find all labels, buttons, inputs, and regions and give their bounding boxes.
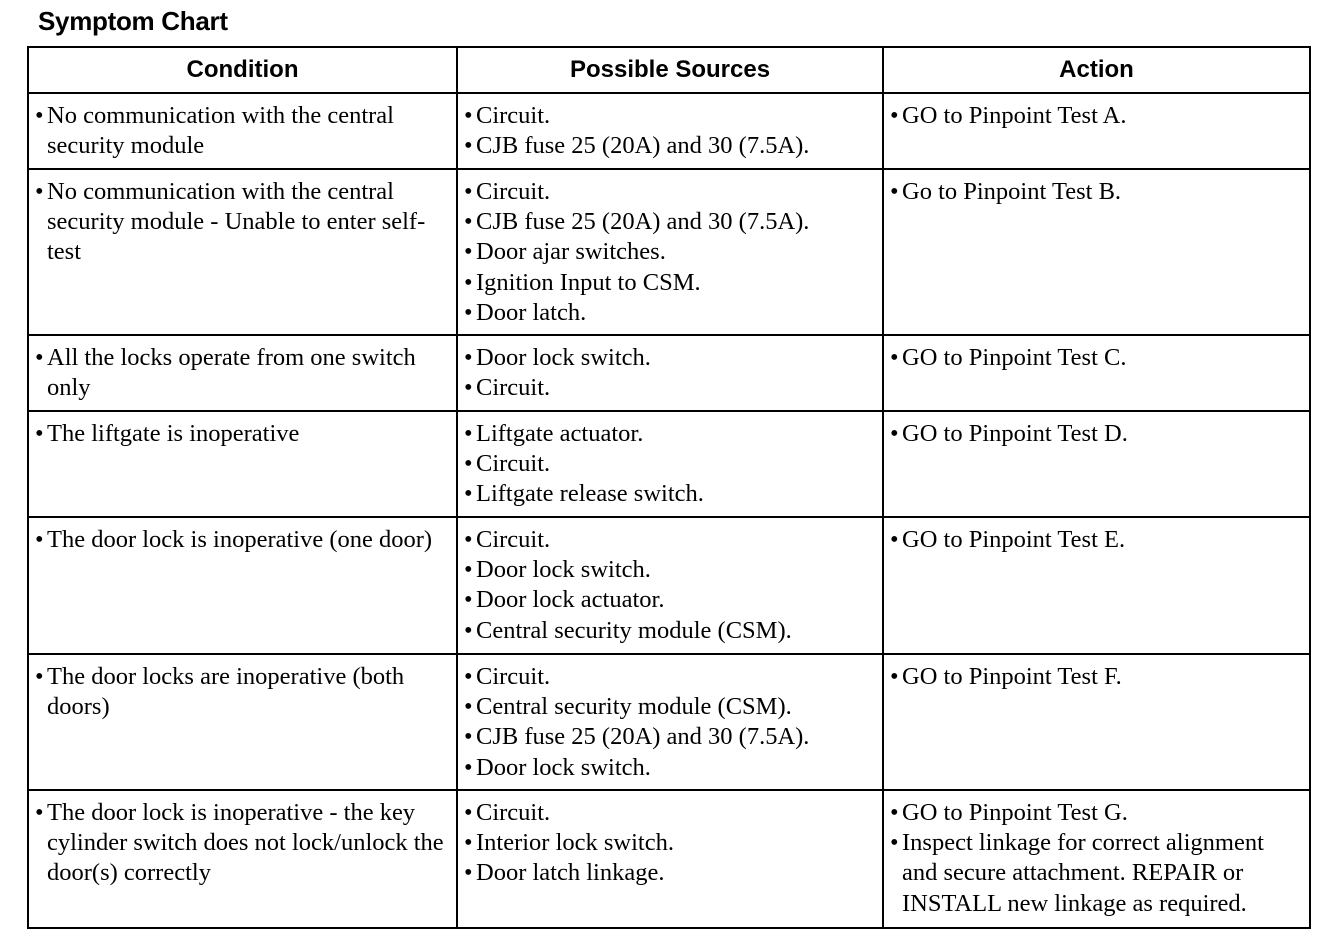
action-item-text: GO to Pinpoint Test A. <box>902 102 1127 129</box>
source-item-text: Door lock switch. <box>476 344 651 371</box>
source-item <box>464 662 874 692</box>
sources-cell <box>457 654 883 790</box>
condition-cell <box>28 93 457 169</box>
table-row <box>28 517 1310 654</box>
source-item <box>464 101 874 131</box>
bullet-icon: • <box>464 238 473 266</box>
source-item-text: Interior lock switch. <box>476 829 674 857</box>
action-item <box>890 662 1301 692</box>
action-item <box>890 798 1301 828</box>
header-possible-sources: Possible Sources <box>457 47 883 93</box>
source-item-text: Door lock switch. <box>476 753 651 781</box>
sources-cell <box>457 335 883 411</box>
header-condition: Condition <box>28 47 457 93</box>
source-item <box>464 207 874 237</box>
source-item <box>464 373 874 403</box>
header-action: Action <box>883 47 1310 93</box>
condition-item <box>35 419 448 449</box>
table-row <box>28 411 1310 517</box>
source-item-text: Central security module (CSM). <box>476 616 792 644</box>
table-body <box>28 93 1310 928</box>
action-item <box>890 419 1301 449</box>
source-item-text: CJB fuse 25 (20A) and 30 (7.5A). <box>476 723 810 751</box>
source-item-text: Door lock actuator. <box>476 586 665 614</box>
condition-cell <box>28 411 457 517</box>
condition-item-text: The door lock is inoperative - the key cylinder switch does not lock/unlock the door(s) correctly <box>47 799 444 887</box>
condition-item <box>35 525 448 555</box>
bullet-icon: • <box>35 344 44 371</box>
action-item <box>890 525 1301 555</box>
condition-item <box>35 343 448 403</box>
sources-cell <box>457 790 883 928</box>
source-item-text: Circuit. <box>476 450 551 478</box>
table-row <box>28 790 1310 928</box>
table-row <box>28 335 1310 411</box>
symptom-table <box>27 46 1311 929</box>
header-row <box>28 47 1310 93</box>
chart-title: Symptom Chart <box>38 6 228 36</box>
action-item-text: GO to Pinpoint Test C. <box>902 344 1127 371</box>
bullet-icon: • <box>464 298 473 326</box>
bullet-icon: • <box>890 663 899 690</box>
condition-cell <box>28 790 457 928</box>
source-item-text: Circuit. <box>476 526 551 553</box>
source-item <box>464 237 874 267</box>
source-item-text: Circuit. <box>476 102 551 129</box>
source-item-text: Door lock switch. <box>476 556 651 584</box>
condition-item <box>35 662 448 722</box>
bullet-icon: • <box>464 663 473 690</box>
source-item <box>464 828 874 858</box>
source-item <box>464 479 874 509</box>
bullet-icon: • <box>464 799 473 826</box>
condition-cell <box>28 517 457 654</box>
source-item <box>464 616 874 646</box>
bullet-icon: • <box>464 556 473 584</box>
bullet-icon: • <box>464 859 473 887</box>
bullet-icon: • <box>464 344 473 371</box>
action-item-text: Inspect linkage for correct alignment and secure attachment. REPAIR or INSTALL new linkage as required. <box>902 829 1264 917</box>
table-row <box>28 169 1310 335</box>
bullet-icon: • <box>890 829 899 857</box>
condition-cell <box>28 169 457 335</box>
source-item-text: Circuit. <box>476 663 551 690</box>
source-item-text: Circuit. <box>476 799 551 826</box>
action-item-text: GO to Pinpoint Test E. <box>902 526 1126 553</box>
action-item <box>890 343 1301 373</box>
condition-item-text: The liftgate is inoperative <box>47 420 300 447</box>
condition-item-text: The door locks are inoperative (both doors) <box>47 663 405 721</box>
bullet-icon: • <box>464 450 473 478</box>
source-item-text: Liftgate actuator. <box>476 420 644 447</box>
action-item <box>890 101 1301 131</box>
action-cell <box>883 517 1310 654</box>
bullet-icon: • <box>35 178 44 205</box>
source-item-text: Central security module (CSM). <box>476 693 792 721</box>
bullet-icon: • <box>890 102 899 129</box>
source-item <box>464 555 874 585</box>
bullet-icon: • <box>464 102 473 129</box>
bullet-icon: • <box>35 799 44 826</box>
action-item <box>890 828 1301 919</box>
table-row <box>28 654 1310 790</box>
action-cell <box>883 169 1310 335</box>
source-item <box>464 268 874 298</box>
bullet-icon: • <box>890 799 899 826</box>
bullet-icon: • <box>464 480 473 508</box>
condition-item-text: All the locks operate from one switch only <box>47 344 416 402</box>
bullet-icon: • <box>464 693 473 721</box>
bullet-icon: • <box>464 616 473 644</box>
condition-item <box>35 101 448 161</box>
action-item-text: GO to Pinpoint Test D. <box>902 420 1128 447</box>
sources-cell <box>457 411 883 517</box>
bullet-icon: • <box>35 102 44 129</box>
sources-cell <box>457 93 883 169</box>
condition-cell <box>28 654 457 790</box>
source-item-text: CJB fuse 25 (20A) and 30 (7.5A). <box>476 208 810 236</box>
action-item-text: GO to Pinpoint Test F. <box>902 663 1122 690</box>
action-item-text: Go to Pinpoint Test B. <box>902 178 1122 205</box>
bullet-icon: • <box>890 344 899 371</box>
source-item <box>464 177 874 207</box>
source-item-text: Door latch linkage. <box>476 859 665 887</box>
action-item <box>890 177 1301 207</box>
condition-item <box>35 177 448 268</box>
bullet-icon: • <box>464 420 473 447</box>
bullet-icon: • <box>464 586 473 614</box>
source-item-text: Door latch. <box>476 298 587 326</box>
source-item-text: Circuit. <box>476 178 551 205</box>
table-row <box>28 93 1310 169</box>
bullet-icon: • <box>464 268 473 296</box>
source-item <box>464 692 874 722</box>
source-item-text: Ignition Input to CSM. <box>476 268 701 296</box>
source-item <box>464 798 874 828</box>
source-item-text: Door ajar switches. <box>476 238 666 266</box>
bullet-icon: • <box>464 178 473 205</box>
bullet-icon: • <box>464 374 473 402</box>
bullet-icon: • <box>35 663 44 690</box>
sources-cell <box>457 517 883 654</box>
source-item <box>464 131 874 161</box>
action-cell <box>883 93 1310 169</box>
source-item <box>464 449 874 479</box>
source-item-text: Liftgate release switch. <box>476 480 704 508</box>
source-item <box>464 722 874 752</box>
bullet-icon: • <box>890 178 899 205</box>
source-item <box>464 585 874 615</box>
condition-item <box>35 798 448 889</box>
sources-cell <box>457 169 883 335</box>
bullet-icon: • <box>464 526 473 553</box>
source-item <box>464 419 874 449</box>
bullet-icon: • <box>35 526 44 553</box>
source-item <box>464 858 874 888</box>
source-item <box>464 298 874 328</box>
source-item-text: Circuit. <box>476 374 551 402</box>
action-cell <box>883 654 1310 790</box>
action-cell <box>883 411 1310 517</box>
bullet-icon: • <box>464 829 473 857</box>
action-item-text: GO to Pinpoint Test G. <box>902 799 1128 826</box>
bullet-icon: • <box>890 420 899 447</box>
bullet-icon: • <box>464 723 473 751</box>
source-item-text: CJB fuse 25 (20A) and 30 (7.5A). <box>476 132 810 160</box>
condition-item-text: No communication with the central security module - Unable to enter self-test <box>47 178 426 266</box>
bullet-icon: • <box>464 753 473 781</box>
action-cell <box>883 335 1310 411</box>
source-item <box>464 753 874 783</box>
condition-cell <box>28 335 457 411</box>
condition-item-text: The door lock is inoperative (one door) <box>47 526 433 553</box>
source-item <box>464 343 874 373</box>
bullet-icon: • <box>464 208 473 236</box>
action-cell <box>883 790 1310 928</box>
source-item <box>464 525 874 555</box>
bullet-icon: • <box>464 132 473 160</box>
bullet-icon: • <box>890 526 899 553</box>
condition-item-text: No communication with the central security module <box>47 102 394 160</box>
bullet-icon: • <box>35 420 44 447</box>
